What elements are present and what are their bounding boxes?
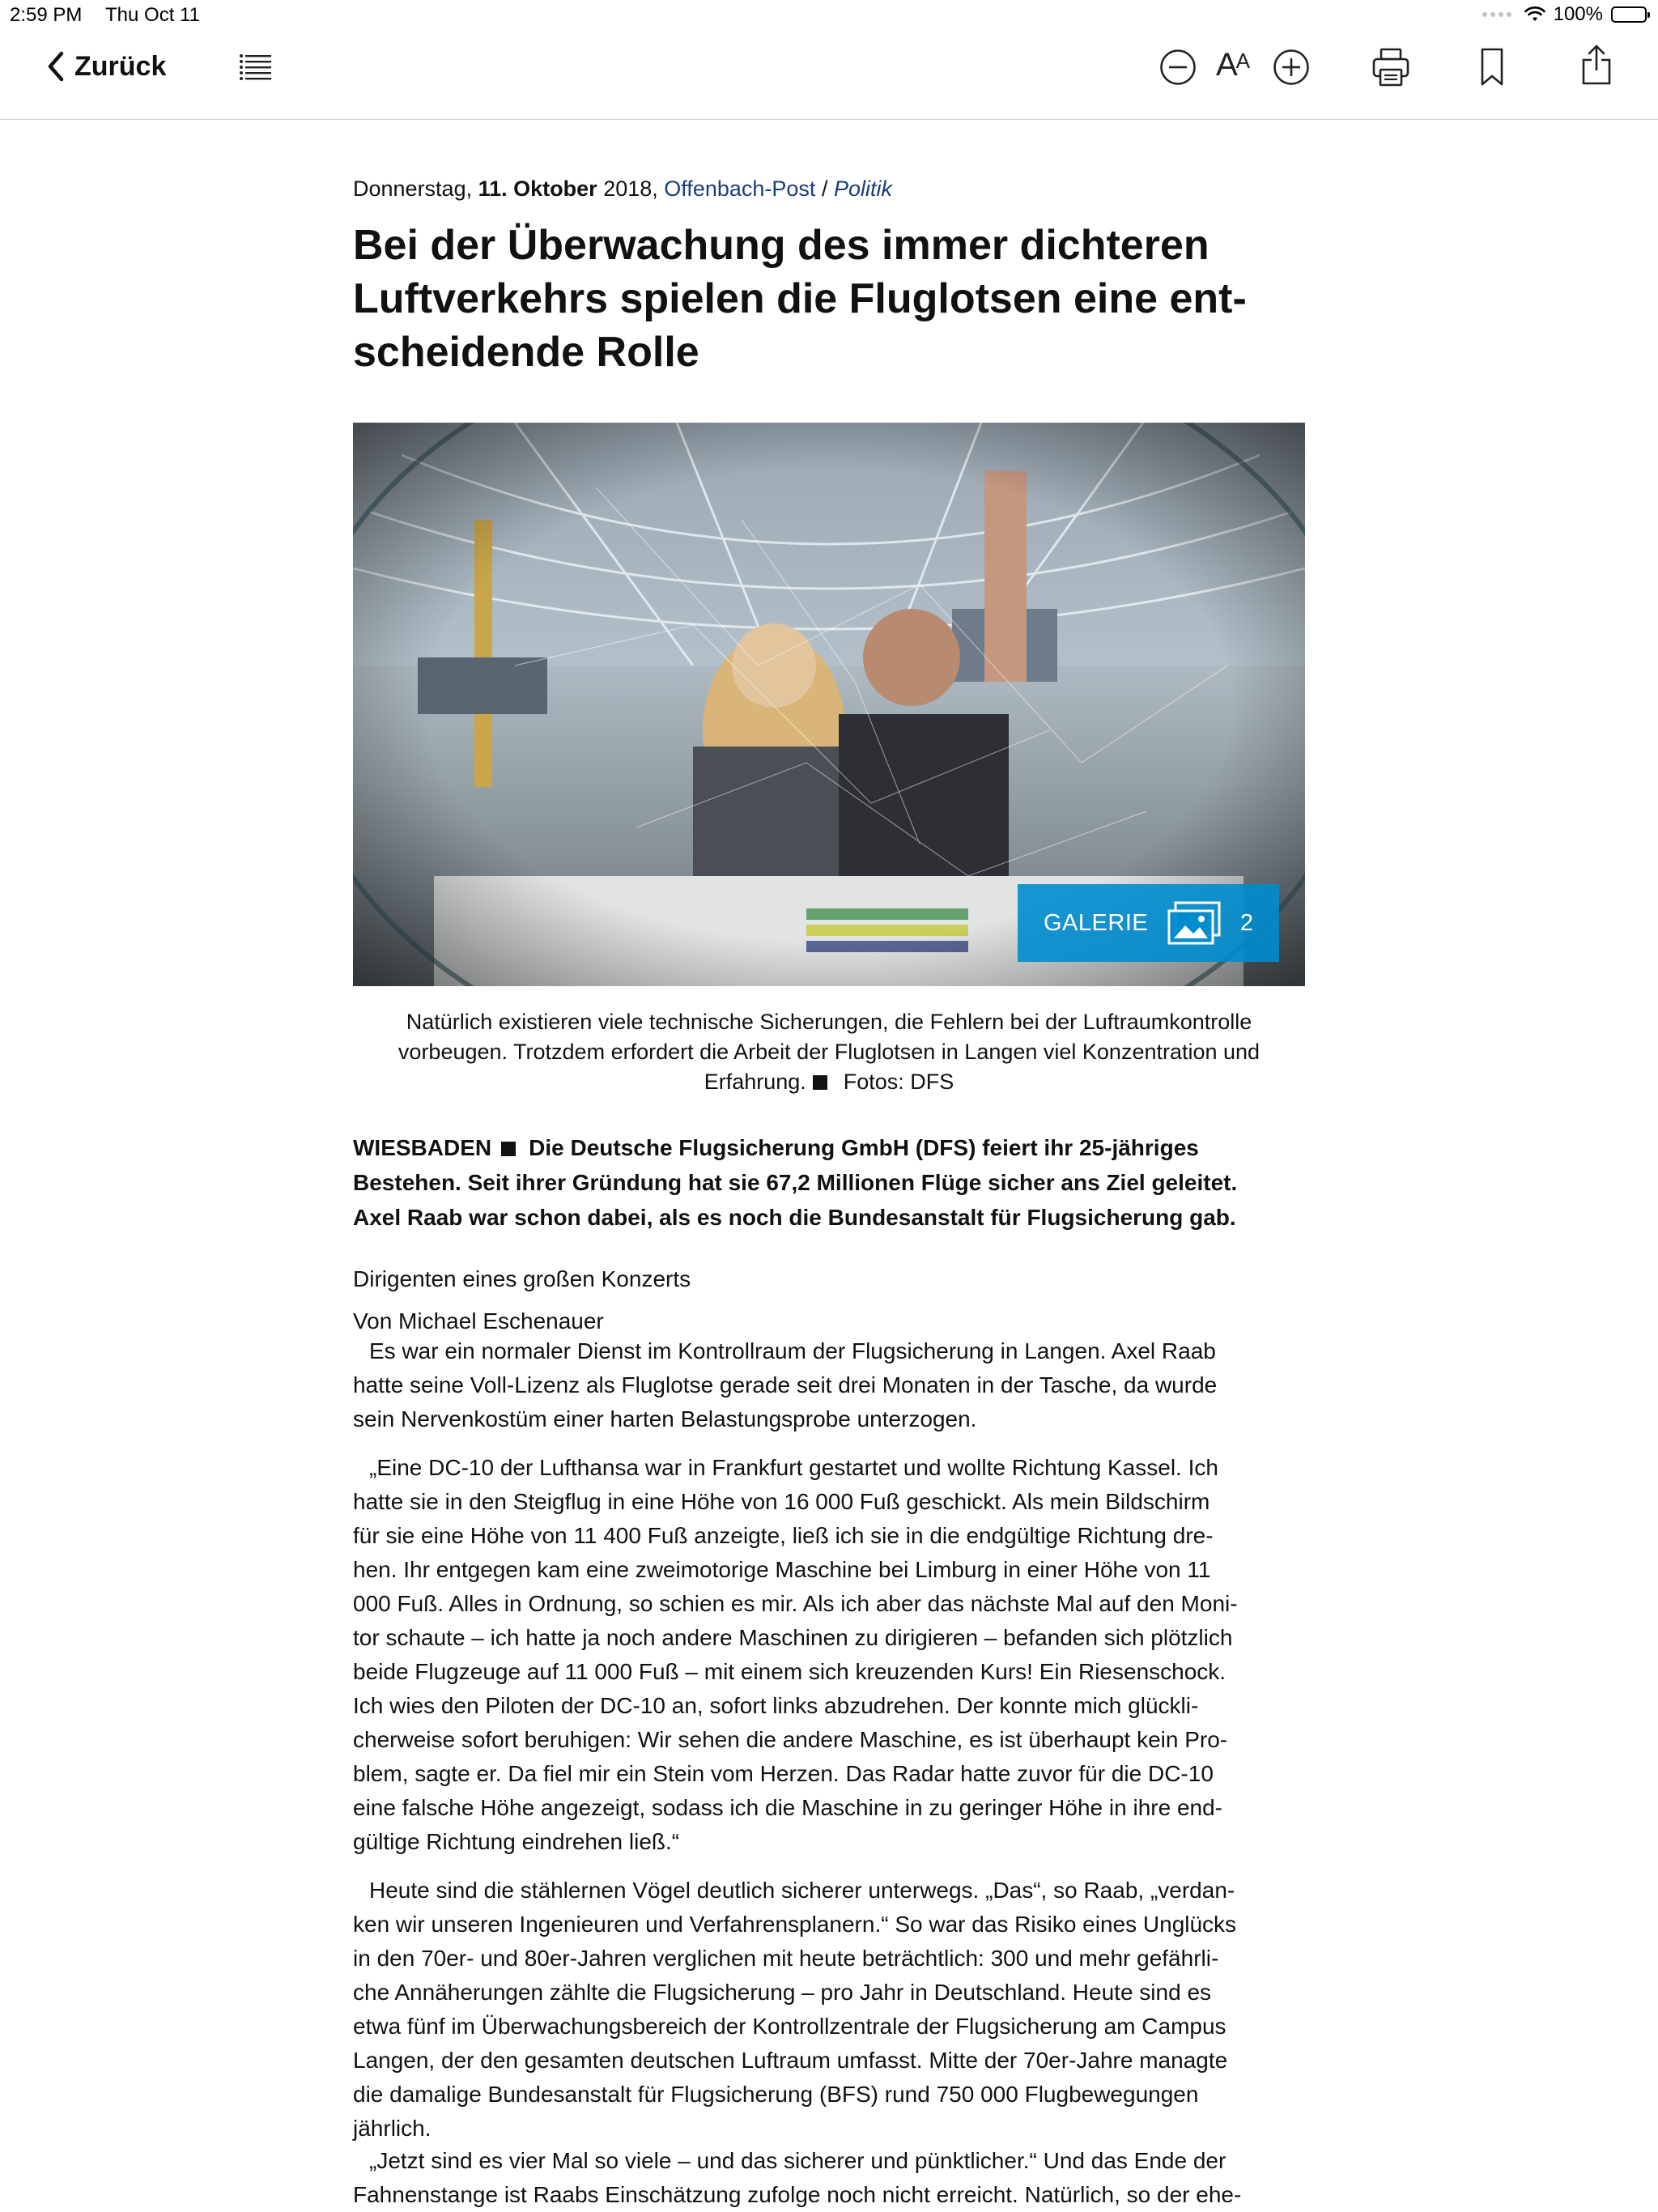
caption-credit: Fotos: DFS (843, 1070, 954, 1094)
headline-line: Bei der Überwachung des immer dichteren (353, 222, 1209, 269)
list-icon (239, 53, 271, 81)
print-button[interactable] (1371, 47, 1410, 91)
gallery-count: 2 (1239, 909, 1253, 936)
paragraph-line: 000 Fuß. Alles in Ordnung, so schien es mir. Als ich aber das nächste Mal auf den Moni- (353, 1591, 1238, 1616)
status-date: Thu Oct 11 (105, 4, 200, 26)
battery-icon (1611, 6, 1647, 23)
zoom-out-icon (1159, 49, 1197, 86)
decrease-font-button[interactable] (1159, 49, 1197, 90)
paragraph-line: jährlich. (353, 2116, 432, 2141)
caption-last-text: Erfahrung. (704, 1070, 806, 1094)
paragraph-line: blem, sagte er. Da fiel mir ein Stein vom Herzen. Das Radar hatte zuvor für die DC-10 (353, 1761, 1214, 1786)
paragraph-line: eine falsche Höhe angezeigt, sodass ich die Maschine in zu geringer Höhe in ihre end- (353, 1795, 1222, 1820)
bookmark-icon (1480, 47, 1504, 87)
paragraph-line: cherweise sofort beruhigen: Wir sehen die andere Maschine, es ist überhaupt kein Pro- (353, 1727, 1228, 1752)
paragraph-line: die damalige Bundesanstalt für Flugsicherung (BFS) rund 750 000 Flugbewegungen (353, 2082, 1199, 2107)
lead-line: Bestehen. Seit ihrer Gründung hat sie 67,2 Millionen Flüge sicher ans Ziel geleitet. (353, 1170, 1238, 1195)
article-author: Von Michael Eschenauer (353, 1308, 604, 1334)
increase-font-button[interactable] (1273, 49, 1310, 90)
article-paragraph (353, 2144, 1305, 2212)
article-dateline (353, 177, 892, 202)
paragraph-line: Es war ein normaler Dienst im Kontrollraum der Flugsicherung in Langen. Axel Raab (369, 1338, 1216, 1363)
paragraph-line: in den 70er- und 80er-Jahren verglichen mit heute beträchtlich: 300 und mehr gefährli- (353, 1946, 1219, 1971)
gallery-button[interactable] (1018, 884, 1279, 962)
lead-line-1: Die Deutsche Flugsicherung GmbH (DFS) feiert ihr 25-jähriges (529, 1135, 1199, 1160)
lead-place: WIESBADEN (353, 1135, 492, 1160)
bookmark-button[interactable] (1480, 47, 1504, 91)
status-bar (0, 0, 1658, 32)
lead-separator-square (501, 1142, 516, 1156)
status-time: 2:59 PM (10, 4, 83, 26)
paragraph-line: hen. Ihr entgegen kam eine zweimotorige Maschine bei Limburg in einer Höhe von 11 (353, 1557, 1211, 1582)
cellular-signal-icon (1482, 12, 1511, 17)
article-headline (353, 219, 1305, 379)
text-size-icon: $A^A$ (1216, 47, 1249, 83)
paragraph-line: beide Flugzeuge auf 11 000 Fuß – mit einem sich kreuzenden Kurs! Ein Riesenschock. (353, 1659, 1226, 1684)
paragraph-line: hatte sie in den Steigflug in eine Höhe von 16 000 Fuß geschickt. Als mein Bildschirm (353, 1489, 1210, 1514)
paragraph-line: gültige Richtung eindrehen ließ.“ (353, 1829, 680, 1854)
dateline-year: 2018, (603, 177, 658, 201)
lead-line: Axel Raab war schon dabei, als es noch die Bundesanstalt für Flugsicherung gab. (353, 1205, 1236, 1230)
reader-toolbar (0, 32, 1658, 120)
dateline-separator: / (821, 177, 828, 201)
dateline-weekday: Donnerstag, (353, 177, 473, 201)
paragraph-line: „Jetzt sind es vier Mal so viele – und das sicherer und pünktlicher.“ Und das Ende der (369, 2148, 1226, 2173)
article-lead (353, 1130, 1305, 1235)
paragraph-line: Ich wies den Piloten der DC-10 an, sofort links abzudrehen. Der konnte mich glückli- (353, 1693, 1199, 1718)
table-of-contents-button[interactable] (239, 53, 271, 85)
paragraph-line: Fahnenstange ist Raabs Einschätzung zufolge noch nicht erreicht. Natürlich, so der ehe- (353, 2182, 1242, 2207)
article-paragraph (353, 1451, 1305, 1859)
paragraph-line: „Eine DC-10 der Lufthansa war in Frankfurt gestartet und wollte Richtung Kassel. Ich (369, 1455, 1218, 1480)
paragraph-line: Heute sind die stählernen Vögel deutlich sicherer unterwegs. „Das“, so Raab, „verdan- (369, 1878, 1235, 1903)
back-button[interactable] (47, 50, 166, 83)
caption-line (353, 1067, 1305, 1097)
share-button[interactable] (1580, 44, 1613, 90)
paragraph-line: ken wir unseren Ingenieuren und Verfahrensplanern.“ So war das Risiko eines Unglücks (353, 1912, 1237, 1937)
dateline-source-link[interactable]: Offenbach-Post (664, 177, 816, 201)
dateline-section-link[interactable]: Politik (833, 177, 892, 201)
paragraph-line: etwa fünf im Überwachungsbereich der Kontrollzentrale der Flugsicherung am Campus (353, 2014, 1226, 2039)
paragraph-line: Langen, der den gesamten deutschen Luftraum umfasst. Mitte der 70er-Jahre managte (353, 2048, 1228, 2073)
paragraph-line: tor schaute – ich hatte ja noch andere Maschinen zu dirigieren – befanden sich plötzlich (353, 1625, 1233, 1650)
paragraph-line: sein Nervenkostüm einer harten Belastungsprobe unterzogen. (353, 1406, 977, 1431)
article-subhead: Dirigenten eines großen Konzerts (353, 1266, 691, 1291)
wifi-icon (1524, 6, 1545, 23)
battery-percentage: 100% (1553, 3, 1603, 25)
lead-line (353, 1130, 1305, 1165)
share-icon (1580, 44, 1613, 86)
photo-caption (353, 1007, 1305, 1097)
back-button-label: Zurück (74, 50, 167, 82)
zoom-in-icon (1273, 49, 1310, 86)
gallery-images-icon (1167, 901, 1221, 945)
status-right (1482, 3, 1647, 26)
gallery-label: GALERIE (1044, 909, 1149, 936)
caption-line: Natürlich existieren viele technische Sicherungen, die Fehlern bei der Luftraumkontrolle (406, 1010, 1252, 1034)
paragraph-line: che Annäherungen zählte die Flugsicherung – pro Jahr in Deutschland. Heute sind es (353, 1980, 1212, 2005)
article-paragraph (353, 1874, 1305, 2146)
article-paragraph (353, 1334, 1305, 1436)
headline-line: Luftverkehrs spielen die Fluglotsen eine ent- (353, 275, 1247, 322)
paragraph-line: hatte seine Voll-Lizenz als Fluglotse gerade seit drei Monaten in der Tasche, da wurde (353, 1372, 1218, 1397)
print-icon (1371, 47, 1410, 87)
headline-line: scheidende Rolle (353, 329, 699, 376)
back-chevron-icon (47, 50, 65, 83)
dateline-day-month: 11. Oktober (478, 177, 597, 201)
paragraph-line: für sie eine Höhe von 11 400 Fuß anzeigte, ließ ich sie in die endgültige Richtung dre- (353, 1523, 1214, 1548)
text-size-button[interactable] (1216, 47, 1248, 83)
article-photo[interactable] (353, 423, 1305, 986)
caption-separator-square (813, 1075, 827, 1090)
caption-line: vorbeugen. Trotzdem erfordert die Arbeit der Fluglotsen in Langen viel Konzentration und (397, 1040, 1261, 1064)
